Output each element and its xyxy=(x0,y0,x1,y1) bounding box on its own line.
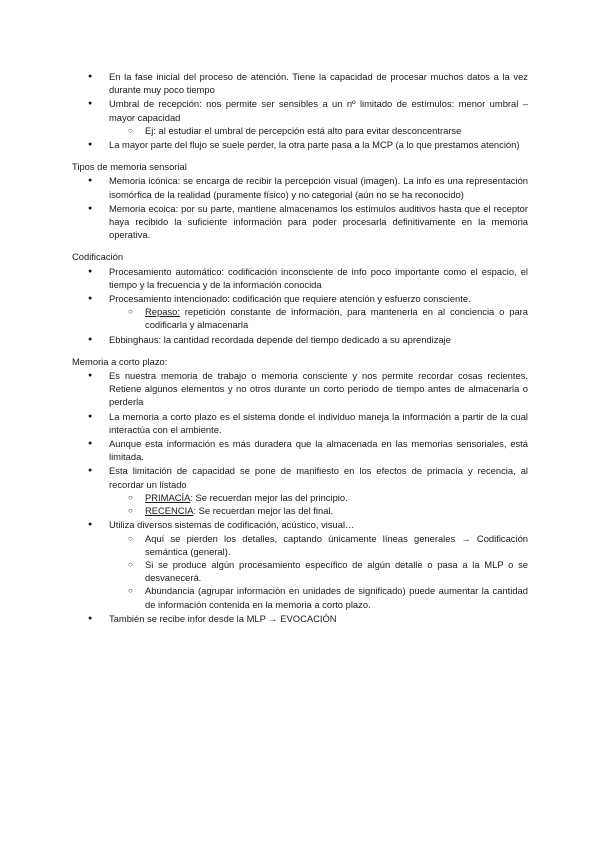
document-content xyxy=(72,70,528,626)
sub-list xyxy=(109,491,528,517)
mcp-list xyxy=(72,369,528,625)
sub-list xyxy=(109,124,528,137)
list-item: ● Esta limitación de capacidad se pone de manifiesto en los efectos de primacía y recencia, al recordar un listado ○ PRIMACÍA: Se recuerdan mejor las del principio. ○ RECENCIA: Se recuerdan mejor las del final. xyxy=(72,464,528,517)
repaso-term: Repaso: xyxy=(145,306,180,318)
section-heading-mcp: Memoria a corto plazo: xyxy=(72,355,168,367)
list-item: ● La memoria a corto plazo es el sistema donde el individuo maneja la información a partir de la cual interactúa con el ambiente. xyxy=(72,410,528,436)
list-item: ● Ebbinghaus: la cantidad recordada depende del tiempo dedicado a su aprendizaje xyxy=(72,333,528,346)
list-item: ● Es nuestra memoria de trabajo o memoria consciente y nos permite recordar cosas recientes. Retiene algunos elementos y no otros durante un corto periodo de tiempo antes de almacenarla o perderla xyxy=(72,369,528,409)
sub-list-item: ○ Ej: al estudiar el umbral de percepción está alto para evitar desconcentrarse xyxy=(72,124,528,137)
sub-list xyxy=(109,532,528,611)
list-item: ● También se recibe infor desde la MLP → EVOCACIÓN xyxy=(72,612,528,625)
list-item: ● Procesamiento automático: codificación inconsciente de info poco importante como el espacio, el tiempo y la frecuencia y de la información conocida xyxy=(72,265,528,291)
sub-list-item: ○ Si se produce algún procesamiento específico de algún detalle o pasa a la MLP o se desvanecerá. xyxy=(72,558,528,584)
list-item: ● Utiliza diversos sistemas de codificación, acústico, visual… ○ Aquí se pierden los detalles, captando únicamente líneas generales → Codificación semántica (general). ○ Si se produce algún procesamiento específico de algún detalle o pasa a la MLP o se desvanecerá. ○ Abundancia (agrupar información en unidades de significado) puede aumentar la cantidad de información contenida en la memoria a corto plazo. xyxy=(72,518,528,610)
list-item: ● La mayor parte del flujo se suele perder, la otra parte pasa a la MCP (a lo que prestamos atención) xyxy=(72,138,528,151)
primacia-term: PRIMACÍA xyxy=(145,491,191,503)
section-heading-tipos: Tipos de memoria sensorial xyxy=(72,161,187,173)
sub-list xyxy=(109,305,528,331)
section-heading-codificacion: Codificación xyxy=(72,251,124,263)
sub-list-item: ○ RECENCIA: Se recuerdan mejor las del final. xyxy=(72,504,528,517)
sub-list-item: ○ Aquí se pierden los detalles, captando únicamente líneas generales → Codificación semántica (general). xyxy=(72,532,528,558)
codificacion-list xyxy=(72,265,528,346)
list-item: ● Memoria icónica: se encarga de recibir la percepción visual (imagen). La info es una representación isomórfica de la realidad (puramente físico) y no categorial (aún no se ha reconocido) xyxy=(72,174,528,200)
sub-list-item: ○ Abundancia (agrupar información en unidades de significado) puede aumentar la cantidad de información contenida en la memoria a corto plazo. xyxy=(72,584,528,610)
list-item: ● Memoria ecoica: por su parte, mantiene almacenamos los estímulos auditivos hasta que el receptor haya recibido la suficiente información para poder procesarla definitivamente en la memoria operativa. xyxy=(72,202,528,242)
sub-list-item: ○ Repaso: repetición constante de información, para mantenerla en al conciencia o para codificarla y almacenarla xyxy=(72,305,528,331)
list-item: ● Procesamiento intencionado: codificación que requiere atención y esfuerzo consciente. ○ Repaso: repetición constante de información, para mantenerla en al conciencia o para codificarla y almacenarla xyxy=(72,292,528,332)
tipos-list xyxy=(72,174,528,241)
list-item: ● Aunque esta información es más duradera que la almacenada en las memorias sensoriales, está limitada. xyxy=(72,437,528,463)
recencia-term: RECENCIA xyxy=(145,505,194,517)
list-item: ● En la fase inicial del proceso de atención. Tiene la capacidad de procesar muchos datos a la vez durante muy poco tiempo xyxy=(72,70,528,96)
list-item: ● Umbral de recepción: nos permite ser sensibles a un nº limitado de estímulos: menor umbral – mayor capacidad ○ Ej: al estudiar el umbral de percepción está alto para evitar desconcentrarse xyxy=(72,97,528,137)
sub-list-item: ○ PRIMACÍA: Se recuerdan mejor las del principio. xyxy=(72,491,528,504)
intro-list xyxy=(72,70,528,151)
